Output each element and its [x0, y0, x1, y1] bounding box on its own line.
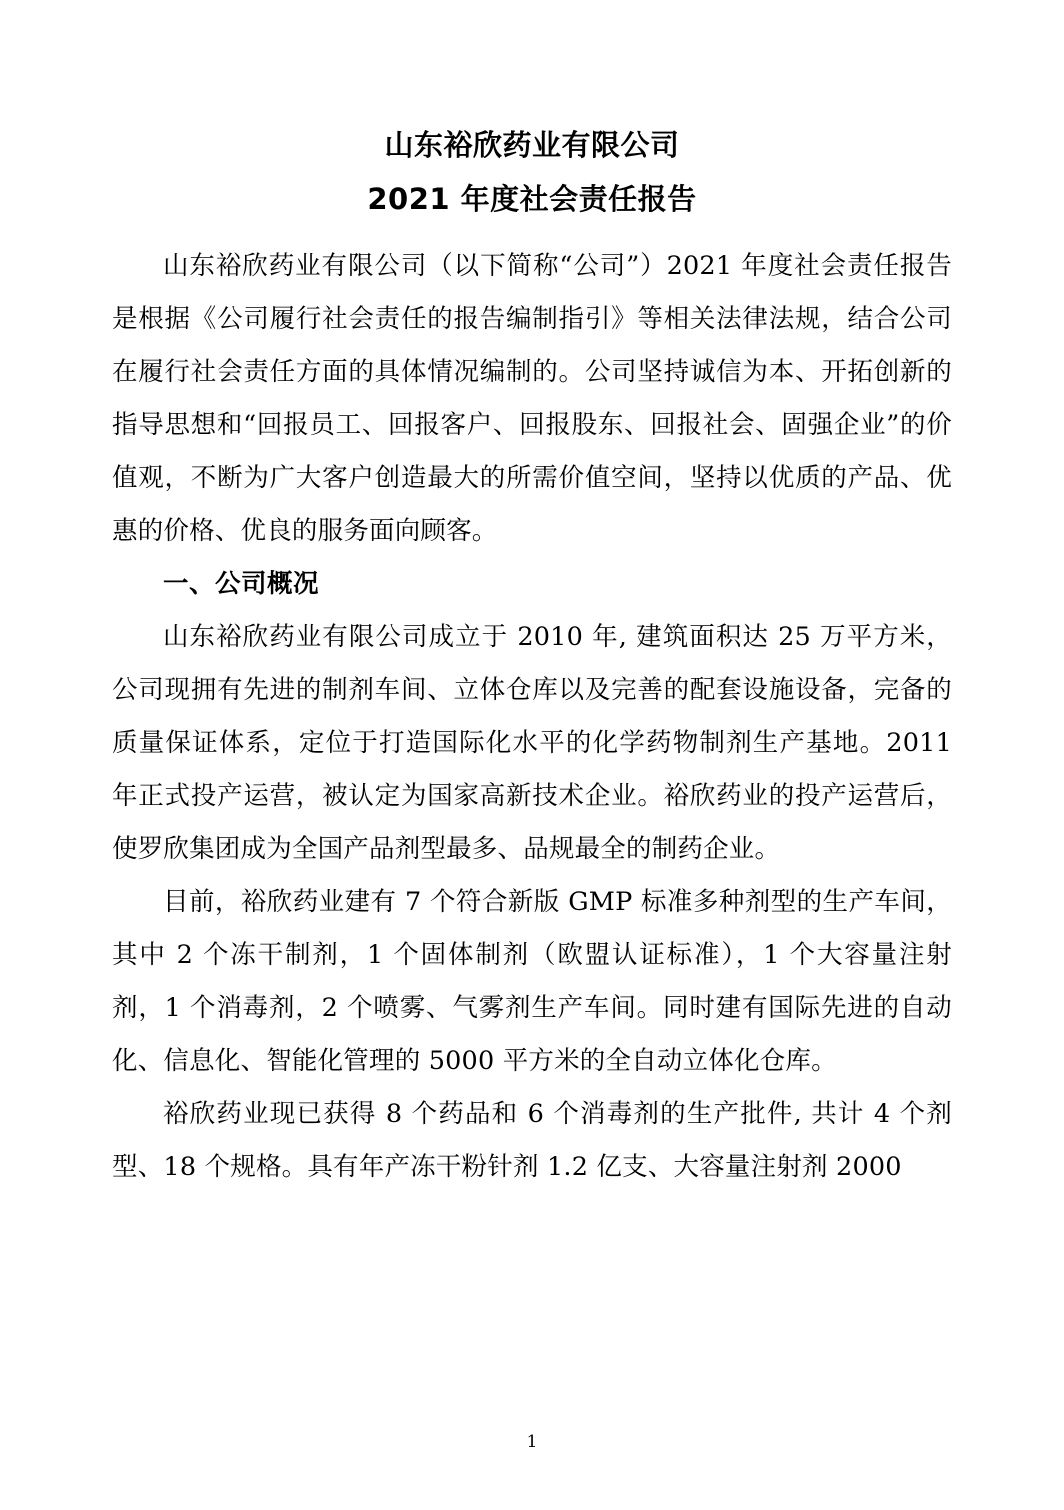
body-paragraph-2: 目前，裕欣药业建有 7 个符合新版 GMP 标准多种剂型的生产车间，其中 2 个冻干制剂，1 个固体制剂（欧盟认证标准），1 个大容量注射剂，1 个消毒剂，2 个喷雾、气雾剂生产车间。同时建有国际先进的自动化、信息化、智能化管理的 5000 平方米的全自动立体化仓库。 — [112, 887, 952, 1076]
intro-paragraph: 山东裕欣药业有限公司（以下简称“公司”）2021 年度社会责任报告是根据《公司履行社会责任的报告编制指引》等相关法律法规，结合公司在履行社会责任方面的具体情况编制的。公司坚持诚信为本、开拓创新的指导思想和“回报员工、回报客户、回报股东、回报社会、固强企业”的价值观，不断为广大客户创造最大的所需价值空间，坚持以优质的产品、优惠的价格、优良的服务面向顾客。 — [112, 251, 952, 546]
page-title: 山东裕欣药业有限公司 — [384, 128, 680, 162]
page-subtitle: 2021 年度社会责任报告 — [367, 182, 697, 216]
page-number: 1 — [526, 1432, 538, 1452]
section-heading-company-overview: 一、公司概况 — [163, 569, 320, 599]
body-paragraph-3: 裕欣药业现已获得 8 个药品和 6 个消毒剂的生产批件, 共计 4 个剂型、18 个规格。具有年产冻干粉针剂 1.2 亿支、大容量注射剂 2000 — [112, 1099, 953, 1182]
body-paragraph-1: 山东裕欣药业有限公司成立于 2010 年, 建筑面积达 25 万平方米，公司现拥有先进的制剂车间、立体仓库以及完善的配套设施设备，完备的质量保证体系，定位于打造国际化水平的化学药物制剂生产基地。2011 年正式投产运营，被认定为国家高新技术企业。裕欣药业的投产运营后，使罗欣集团成为全国产品剂型最多、品规最全的制药企业。 — [112, 622, 952, 864]
